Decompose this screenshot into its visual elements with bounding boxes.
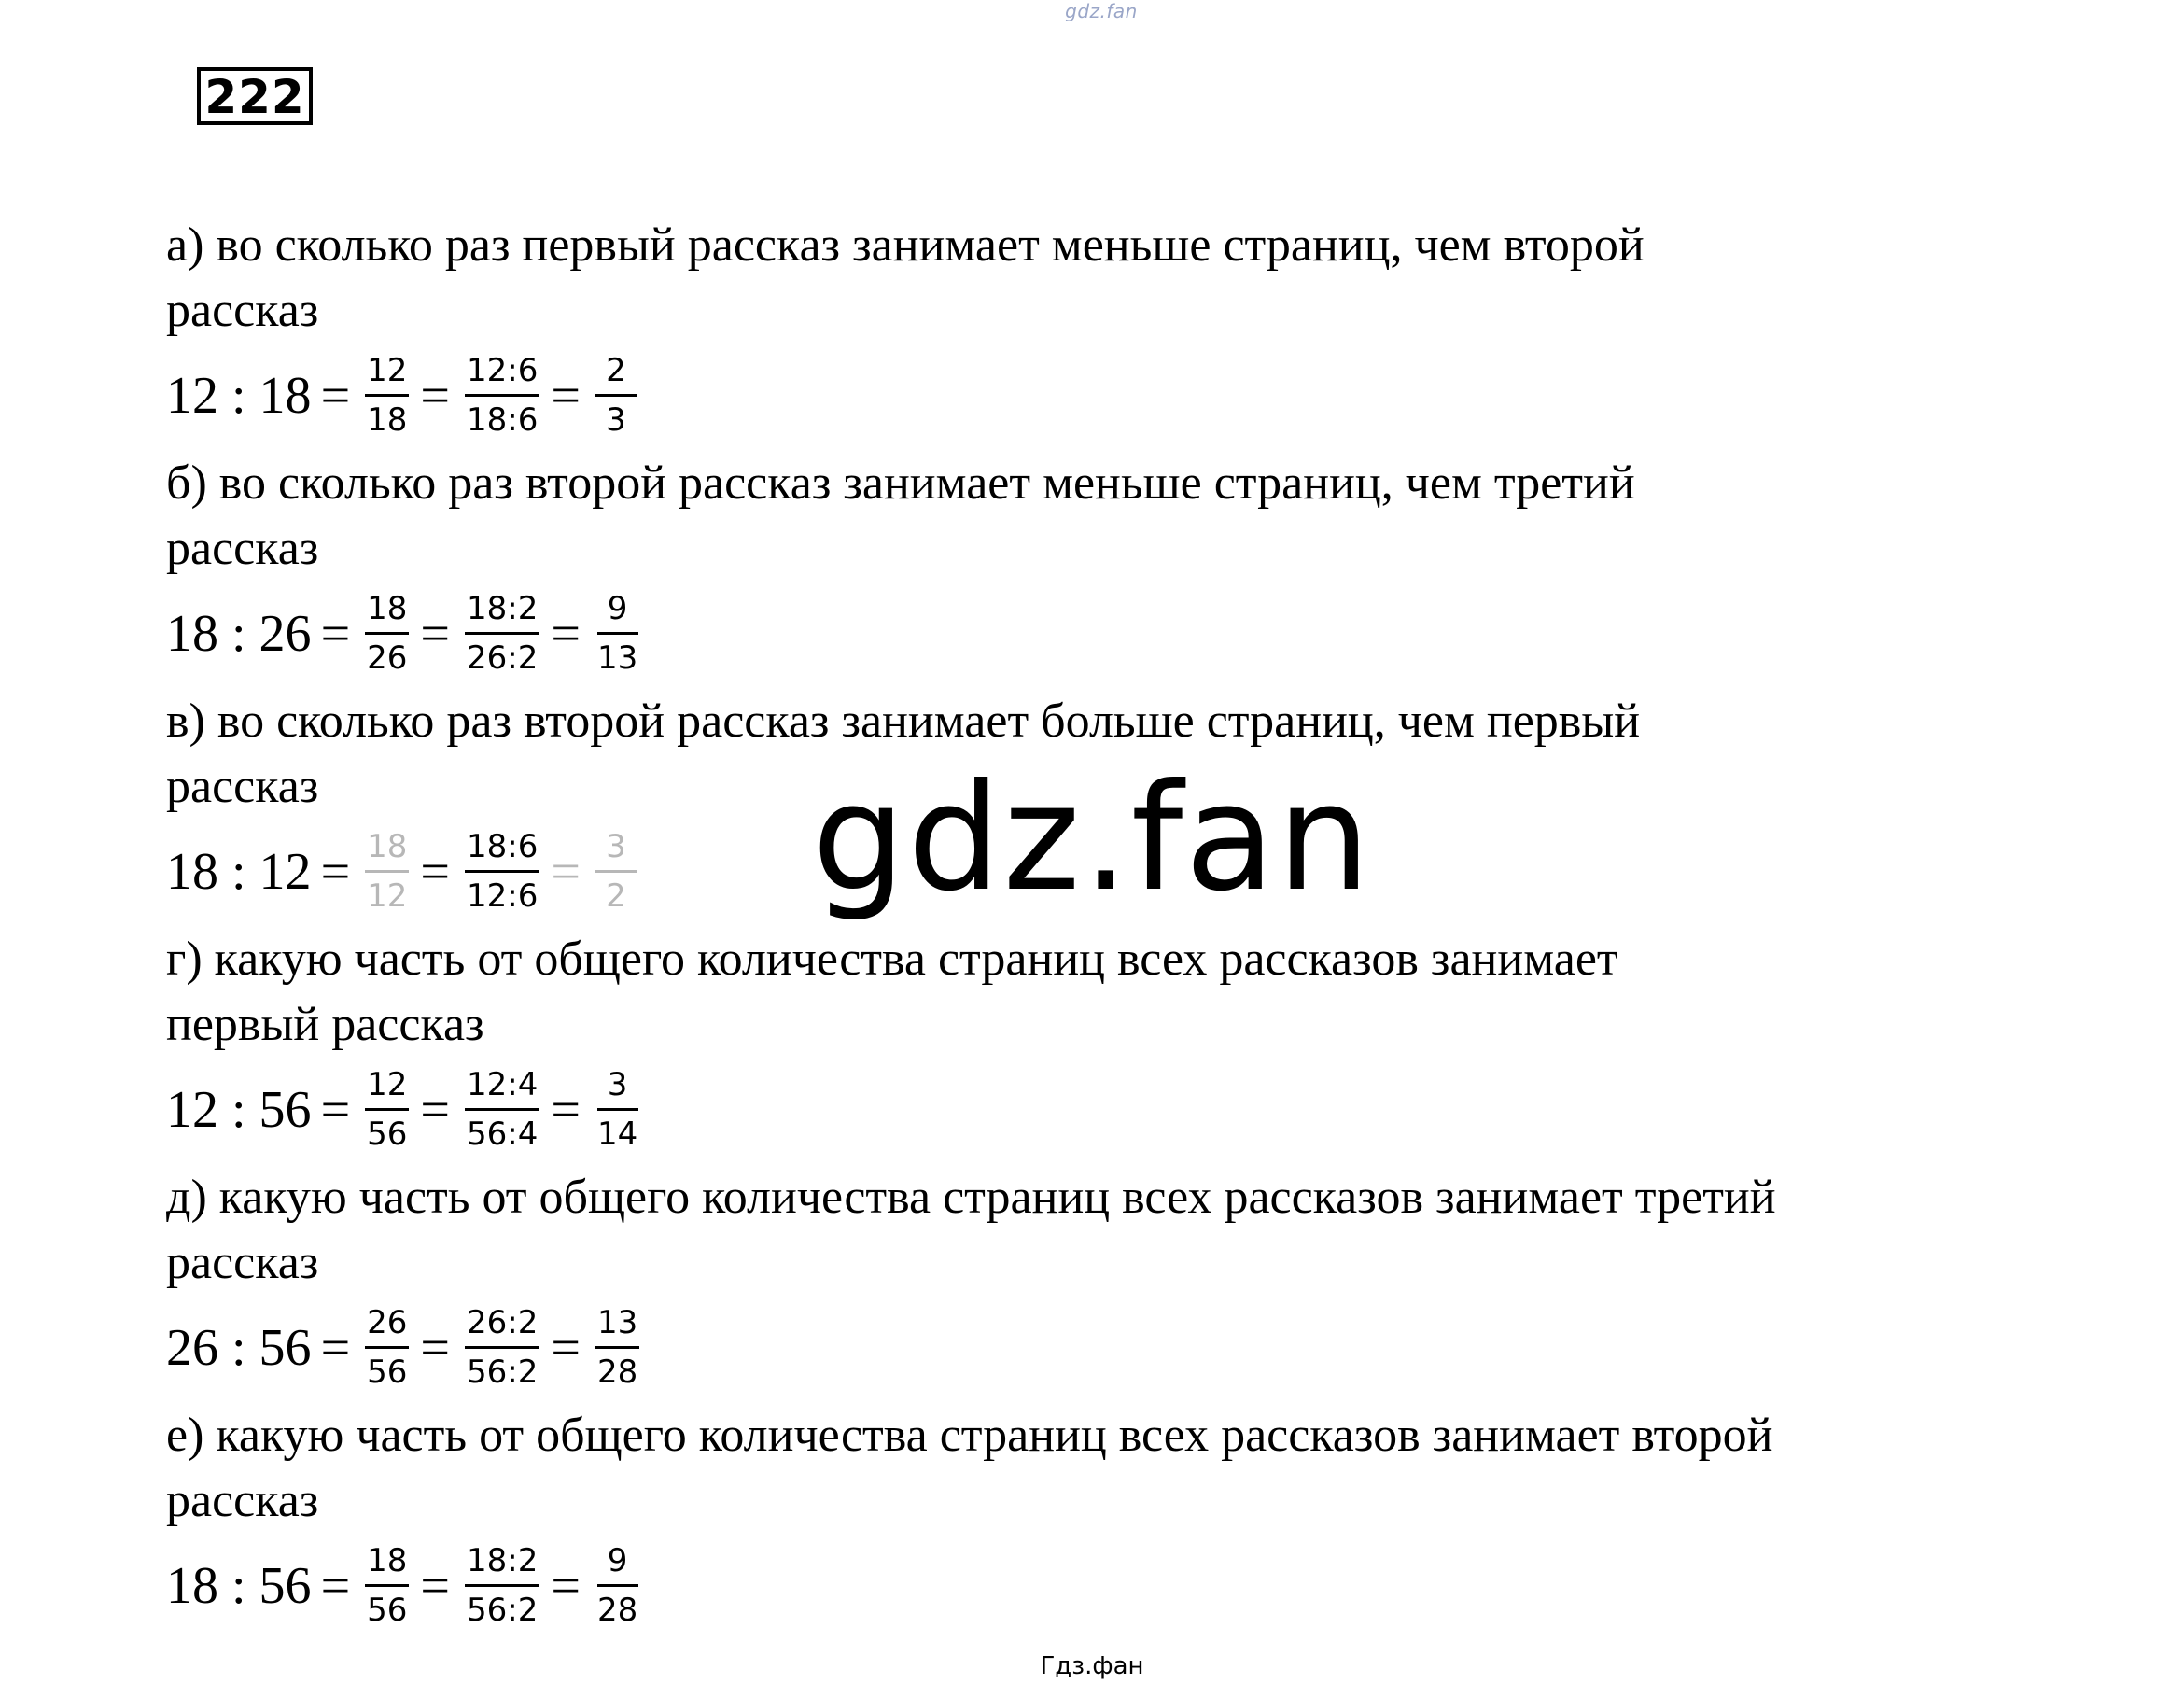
fraction (363, 823, 411, 919)
question-line: рассказ (166, 760, 319, 813)
question-line: рассказ (166, 1236, 319, 1289)
fraction (594, 1299, 641, 1396)
denominator: 56 (367, 1116, 408, 1153)
part-g (166, 927, 2033, 1158)
fraction (363, 347, 411, 443)
numerator: 18:2 (465, 585, 539, 635)
fraction (363, 1537, 411, 1634)
equals-sign: = (420, 1080, 451, 1139)
denominator: 3 (606, 401, 626, 439)
question-line: а) во сколько раз первый рассказ занимает меньше страниц, чем второй (166, 218, 1645, 272)
denominator: 18 (367, 401, 408, 439)
fraction (594, 585, 641, 681)
fraction (594, 1061, 641, 1158)
numerator: 13 (595, 1299, 639, 1349)
numerator: 12:4 (465, 1061, 539, 1111)
equals-sign: = (551, 842, 581, 901)
numerator: 18 (365, 823, 409, 873)
fraction (463, 585, 541, 681)
equation-lhs: 26 : 56 (166, 1318, 312, 1377)
equation (166, 1537, 2033, 1635)
denominator: 13 (596, 639, 638, 677)
question-text (166, 1403, 1995, 1534)
equation-lhs: 18 : 26 (166, 604, 312, 663)
equals-sign: = (420, 1318, 451, 1377)
solution-content (166, 213, 2033, 1641)
question-line: г) какую часть от общего количества страниц всех рассказов занимает (166, 933, 1618, 986)
numerator: 26 (365, 1299, 409, 1349)
question-line: в) во сколько раз второй рассказ занимает больше страниц, чем первый (166, 695, 1641, 748)
denominator: 56:2 (467, 1592, 539, 1629)
numerator: 3 (597, 1061, 638, 1111)
equals-sign: = (551, 604, 581, 663)
question-line: рассказ (166, 522, 319, 575)
numerator: 18:6 (465, 823, 539, 873)
fraction (363, 1299, 411, 1396)
fraction (363, 1061, 411, 1158)
equation (166, 1298, 2033, 1396)
denominator: 26:2 (467, 639, 539, 677)
equals-sign: = (551, 1556, 581, 1615)
denominator: 26 (367, 639, 408, 677)
site-watermark: gdz.fan (812, 752, 1373, 924)
question-text (166, 213, 1995, 344)
site-mark-top: gdz.fan (1065, 0, 1138, 22)
equation-lhs: 18 : 56 (166, 1556, 312, 1615)
denominator: 12 (367, 877, 408, 915)
denominator: 18:6 (467, 401, 539, 439)
denominator: 56 (367, 1354, 408, 1391)
fraction (594, 347, 638, 443)
part-d (166, 1165, 2033, 1396)
fraction (463, 1061, 541, 1158)
denominator: 28 (596, 1354, 638, 1391)
numerator: 9 (597, 585, 638, 635)
equation (166, 1060, 2033, 1158)
denominator: 28 (596, 1592, 638, 1629)
part-b (166, 451, 2033, 682)
denominator: 56:2 (467, 1354, 539, 1391)
question-text (166, 927, 1995, 1058)
fraction (463, 347, 541, 443)
equals-sign: = (320, 1080, 351, 1139)
question-text (166, 451, 1995, 582)
fraction (594, 823, 638, 919)
equals-sign: = (420, 604, 451, 663)
fraction (363, 585, 411, 681)
equals-sign: = (420, 842, 451, 901)
denominator: 12:6 (467, 877, 539, 915)
equals-sign: = (320, 1556, 351, 1615)
numerator: 2 (595, 347, 637, 397)
question-line: б) во сколько раз второй рассказ занимает меньше страниц, чем третий (166, 456, 1635, 510)
question-line: д) какую часть от общего количества страниц всех рассказов занимает третий (166, 1171, 1776, 1224)
equation (166, 346, 2033, 444)
equals-sign: = (320, 842, 351, 901)
numerator: 12 (365, 1061, 409, 1111)
equals-sign: = (320, 604, 351, 663)
part-e (166, 1403, 2033, 1635)
question-line: рассказ (166, 284, 319, 337)
equals-sign: = (551, 1080, 581, 1139)
denominator: 56 (367, 1592, 408, 1629)
fraction (463, 823, 541, 919)
equation (166, 584, 2033, 682)
question-line: рассказ (166, 1474, 319, 1527)
fraction (463, 1299, 541, 1396)
equals-sign: = (420, 366, 451, 425)
denominator: 14 (596, 1116, 638, 1153)
equals-sign: = (320, 1318, 351, 1377)
fraction (594, 1537, 641, 1634)
denominator: 56:4 (467, 1116, 539, 1153)
numerator: 26:2 (465, 1299, 539, 1349)
numerator: 18 (365, 1537, 409, 1587)
numerator: 12 (365, 347, 409, 397)
numerator: 18:2 (465, 1537, 539, 1587)
numerator: 9 (597, 1537, 638, 1587)
footer-site-name: Гдз.фан (1040, 1652, 1144, 1680)
denominator: 2 (606, 877, 626, 915)
equation-lhs: 12 : 56 (166, 1080, 312, 1139)
equals-sign: = (551, 1318, 581, 1377)
question-line: первый рассказ (166, 998, 484, 1051)
equation-lhs: 12 : 18 (166, 366, 312, 425)
question-line: е) какую часть от общего количества страниц всех рассказов занимает второй (166, 1409, 1773, 1462)
equals-sign: = (320, 366, 351, 425)
part-a (166, 213, 2033, 444)
fraction (463, 1537, 541, 1634)
question-text (166, 1165, 1995, 1296)
numerator: 18 (365, 585, 409, 635)
numerator: 3 (595, 823, 637, 873)
equals-sign: = (551, 366, 581, 425)
equals-sign: = (420, 1556, 451, 1615)
task-number-box: 222 (197, 67, 313, 125)
numerator: 12:6 (465, 347, 539, 397)
equation-lhs: 18 : 12 (166, 842, 312, 901)
